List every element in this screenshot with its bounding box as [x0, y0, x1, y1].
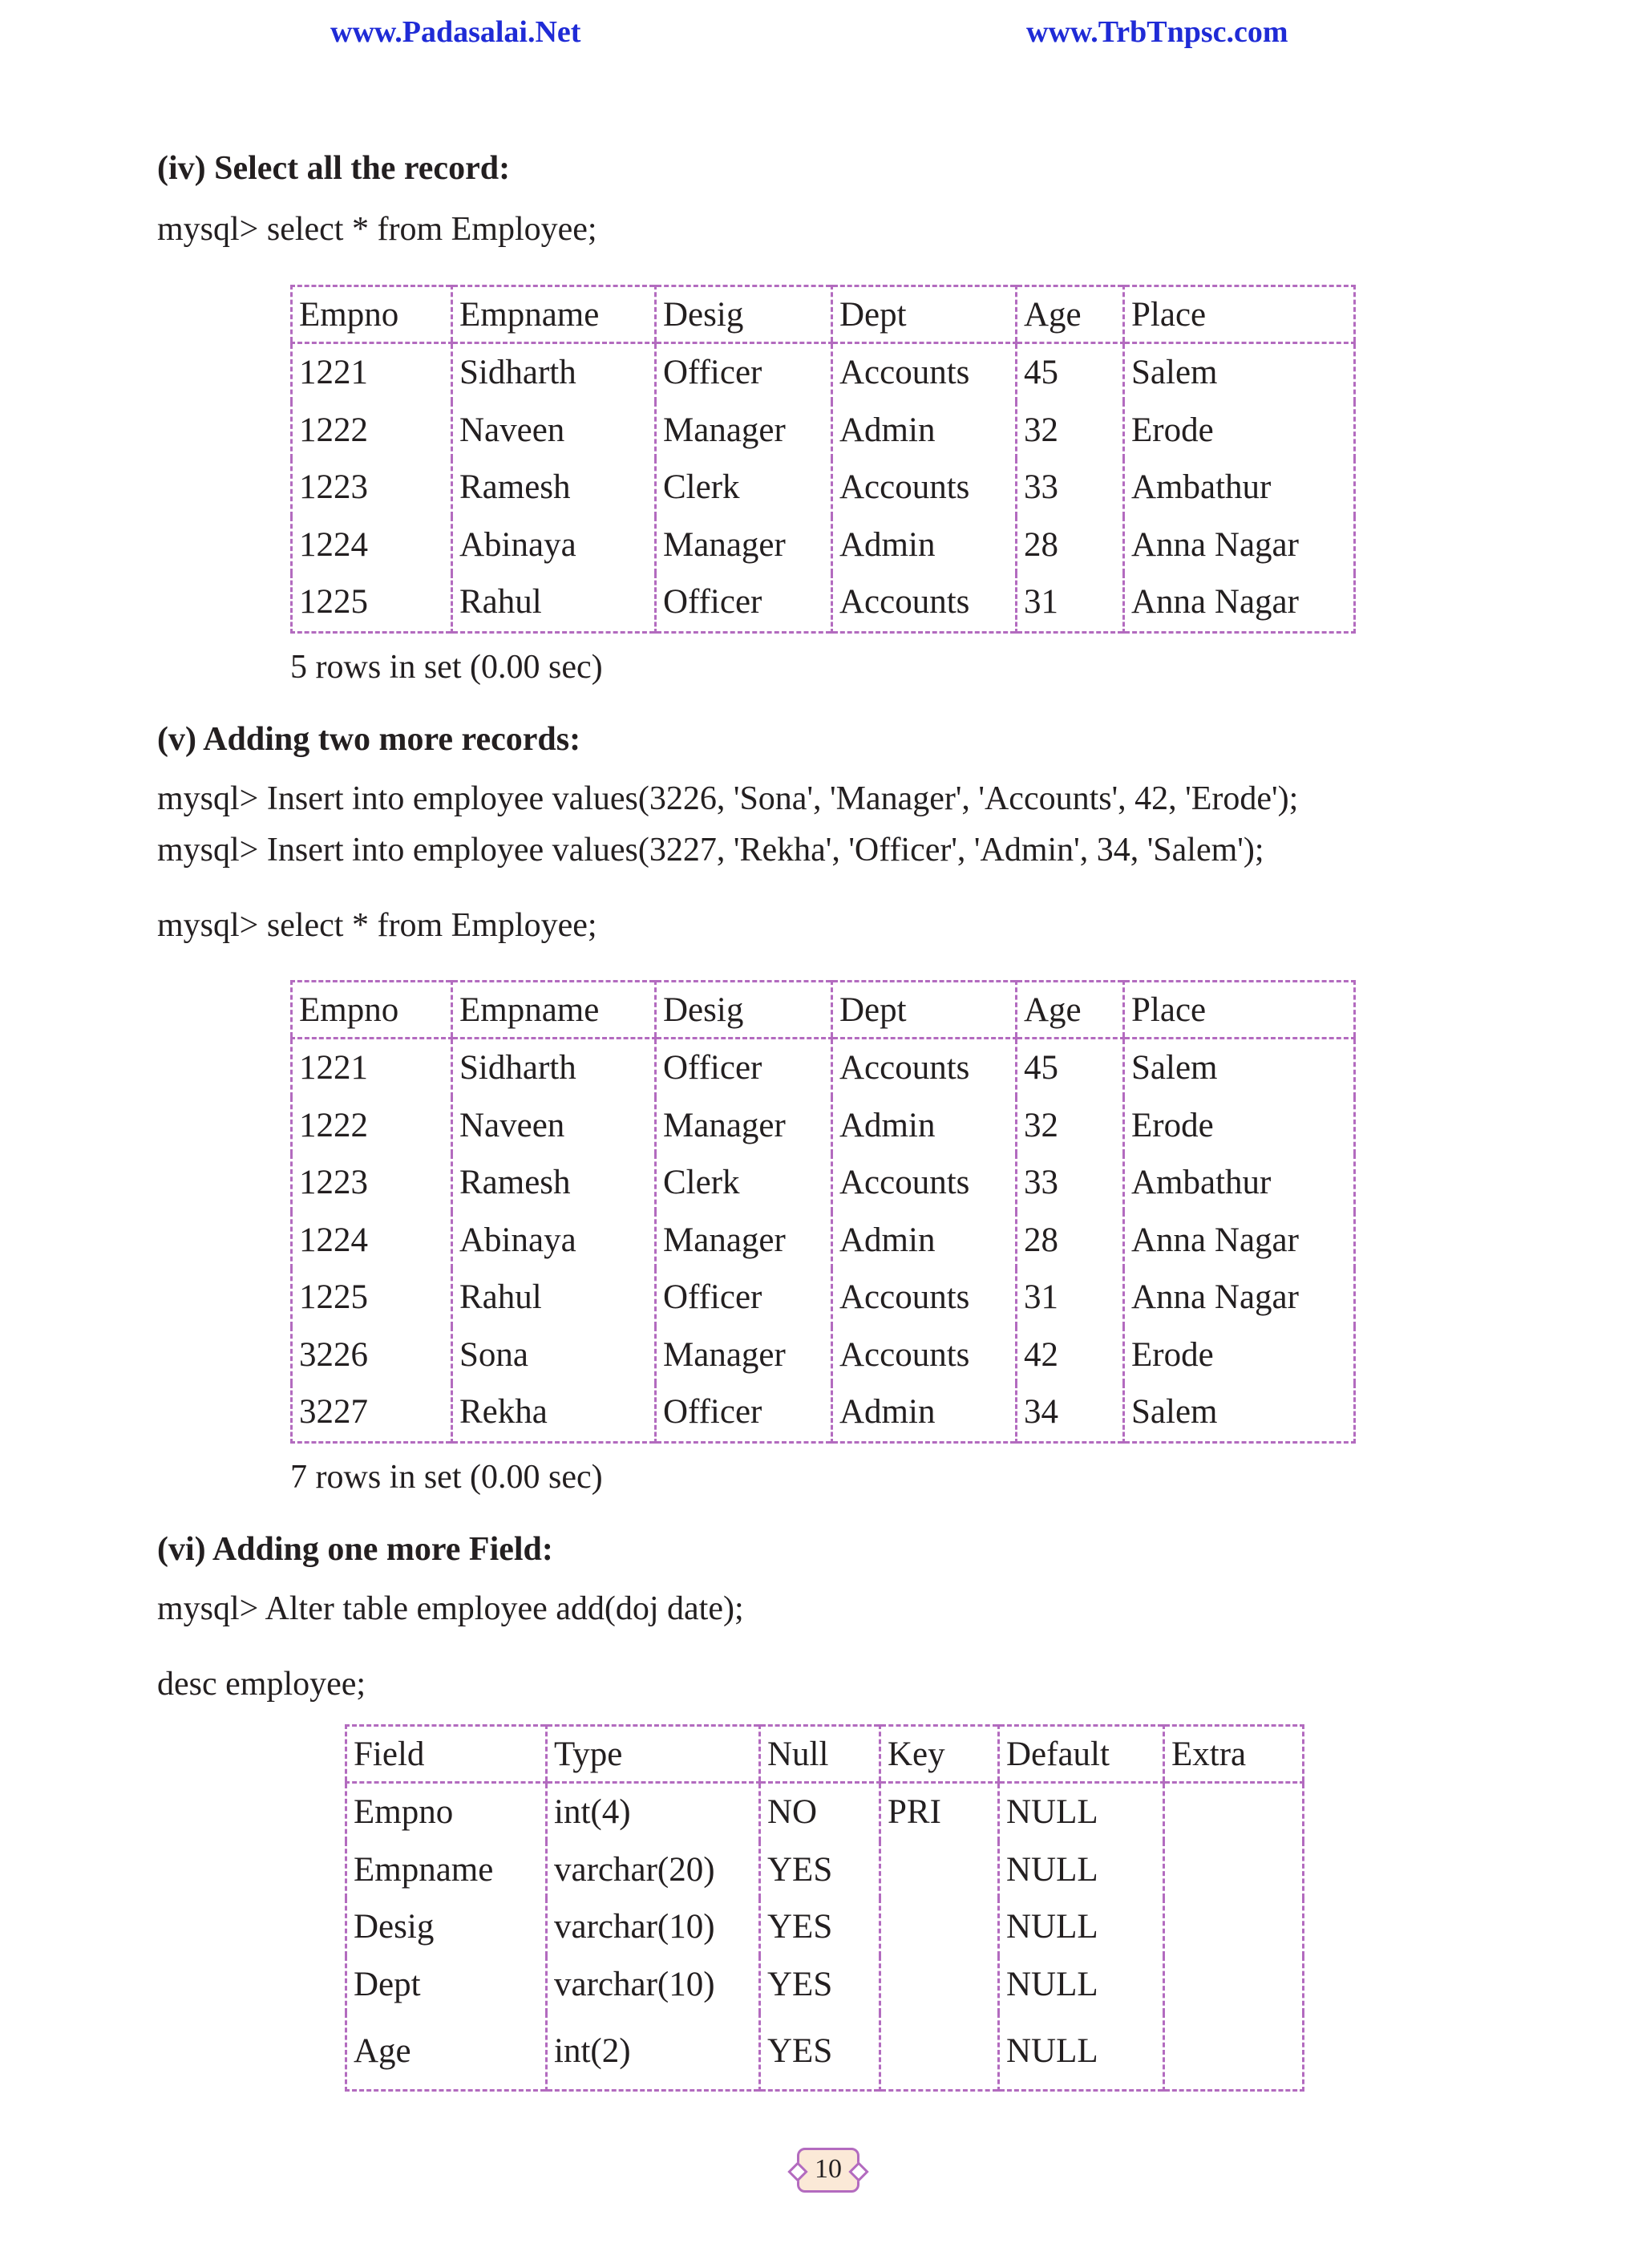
table-cell: varchar(10) — [547, 1898, 760, 1956]
table-header-row — [292, 982, 1355, 1039]
table-cell: Abinaya — [452, 516, 656, 574]
section-iv-query: mysql> select * from Employee; — [157, 211, 597, 248]
table-cell: Anna Nagar — [1124, 573, 1355, 632]
page-number-badge — [797, 2148, 859, 2193]
column-header: Extra — [1164, 1726, 1304, 1783]
section-iv-heading: (iv) Select all the record: — [157, 150, 511, 187]
table-cell: 28 — [1017, 516, 1124, 574]
table-cell: 32 — [1017, 402, 1124, 460]
table-row — [292, 459, 1355, 516]
section-iv-result-note: 5 rows in set (0.00 sec) — [290, 649, 603, 686]
table-cell: YES — [760, 2013, 880, 2091]
table-cell: Age — [354, 2032, 411, 2070]
table-cell: 1222 — [299, 1106, 368, 1144]
table-cell — [880, 2013, 999, 2091]
table-cell: Sona — [452, 1326, 656, 1384]
column-header: Dept — [832, 982, 1017, 1039]
table-cell: Rahul — [452, 1269, 656, 1326]
column-header: Desig — [656, 982, 832, 1039]
table-cell: Accounts — [832, 1039, 1017, 1097]
table-cell: Admin — [832, 516, 1017, 574]
table-cell: Rekha — [452, 1383, 656, 1442]
column-header: Field — [346, 1726, 547, 1783]
table-cell: 34 — [1017, 1383, 1124, 1442]
column-header: Place — [1124, 286, 1355, 343]
table-cell: Accounts — [832, 459, 1017, 516]
column-header: Empname — [452, 982, 656, 1039]
table-cell — [880, 1898, 999, 1956]
section-vi-alter: mysql> Alter table employee add(doj date); — [157, 1590, 744, 1627]
column-header: Key — [880, 1726, 999, 1783]
table-cell: Salem — [1124, 343, 1355, 402]
table-cell: int(4) — [547, 1783, 760, 1841]
section-v-query: mysql> select * from Employee; — [157, 907, 597, 944]
table-cell: NULL — [999, 1898, 1164, 1956]
table-cell: 1221 — [299, 1049, 368, 1087]
table-row — [346, 1956, 1304, 2014]
section-v-insert-2: mysql> Insert into employee values(3227, 'Rekha', 'Officer', 'Admin', 34, 'Salem'); — [157, 832, 1264, 869]
table-cell — [1164, 1956, 1304, 2014]
table-cell: 1225 — [299, 1278, 368, 1317]
desc-employee-table — [345, 1724, 1304, 2092]
table-cell: NO — [760, 1783, 880, 1841]
table-cell: 1221 — [299, 354, 368, 392]
employee-table-2 — [290, 980, 1356, 1444]
table-cell — [1164, 2013, 1304, 2091]
table-cell: Accounts — [832, 1154, 1017, 1212]
table-cell: Clerk — [656, 459, 832, 516]
table-row — [346, 1783, 1304, 1841]
table-cell: Empno — [354, 1793, 454, 1832]
table-cell: NULL — [999, 1783, 1164, 1841]
table-cell: 1225 — [299, 583, 368, 622]
table-row — [292, 343, 1355, 402]
table-cell: Anna Nagar — [1124, 1269, 1355, 1326]
table-cell: 1224 — [299, 1221, 368, 1259]
table-cell: NULL — [999, 1841, 1164, 1899]
table-cell: Salem — [1124, 1383, 1355, 1442]
table-cell: Accounts — [832, 1326, 1017, 1384]
table-cell: 45 — [1017, 1039, 1124, 1097]
table-cell: Officer — [656, 1269, 832, 1326]
column-header: Default — [999, 1726, 1164, 1783]
table-cell: Naveen — [452, 402, 656, 460]
table-row — [292, 573, 1355, 632]
header-site-left[interactable]: www.Padasalai.Net — [330, 15, 581, 49]
table-cell: 45 — [1017, 343, 1124, 402]
table-cell: Admin — [832, 1383, 1017, 1442]
table-cell: 1222 — [299, 411, 368, 449]
table-cell: NULL — [999, 2013, 1164, 2091]
column-header: Age — [1017, 982, 1124, 1039]
table-cell: Manager — [656, 516, 832, 574]
table-cell: varchar(10) — [547, 1956, 760, 2014]
section-v-result-note: 7 rows in set (0.00 sec) — [290, 1459, 603, 1496]
table-cell: 1224 — [299, 525, 368, 564]
table-row — [292, 516, 1355, 574]
table-cell: YES — [760, 1841, 880, 1899]
table-cell — [880, 1841, 999, 1899]
table-cell: Anna Nagar — [1124, 1212, 1355, 1270]
table-cell: Admin — [832, 1212, 1017, 1270]
table-cell: Dept — [354, 1965, 421, 2003]
table-cell: PRI — [880, 1783, 999, 1841]
table-cell: NULL — [999, 1956, 1164, 2014]
table-cell: Officer — [656, 1383, 832, 1442]
table-cell: Accounts — [832, 343, 1017, 402]
table-cell: Rahul — [452, 573, 656, 632]
table-row — [292, 402, 1355, 460]
table-cell: Erode — [1124, 402, 1355, 460]
table-cell: 28 — [1017, 1212, 1124, 1270]
table-cell: 1223 — [299, 468, 368, 507]
employee-table-1 — [290, 285, 1356, 634]
table-cell: 3226 — [299, 1335, 368, 1374]
table-cell: 3227 — [299, 1393, 368, 1432]
table-cell: Officer — [656, 343, 832, 402]
column-header: Null — [760, 1726, 880, 1783]
table-cell: 33 — [1017, 1154, 1124, 1212]
page-number: 10 — [815, 2154, 842, 2184]
table-header-row — [346, 1726, 1304, 1783]
table-row — [292, 1154, 1355, 1212]
section-v-heading: (v) Adding two more records: — [157, 721, 581, 758]
table-row — [292, 1039, 1355, 1097]
table-header-row — [292, 286, 1355, 343]
table-cell: 31 — [1017, 1269, 1124, 1326]
table-cell: Sidharth — [452, 343, 656, 402]
column-header: Dept — [832, 286, 1017, 343]
column-header: Empno — [292, 982, 452, 1039]
column-header: Type — [547, 1726, 760, 1783]
table-cell: Admin — [832, 1097, 1017, 1155]
table-cell: Ramesh — [452, 1154, 656, 1212]
column-header: Place — [1124, 982, 1355, 1039]
table-cell: Manager — [656, 402, 832, 460]
table-cell: Abinaya — [452, 1212, 656, 1270]
table-cell: Accounts — [832, 573, 1017, 632]
table-cell: Salem — [1124, 1039, 1355, 1097]
table-row — [292, 1097, 1355, 1155]
section-vi-heading: (vi) Adding one more Field: — [157, 1531, 553, 1568]
table-cell: Clerk — [656, 1154, 832, 1212]
table-cell: 31 — [1017, 573, 1124, 632]
table-cell: 42 — [1017, 1326, 1124, 1384]
table-row — [346, 2013, 1304, 2091]
table-cell: Anna Nagar — [1124, 516, 1355, 574]
table-row — [292, 1212, 1355, 1270]
table-cell — [880, 1956, 999, 2014]
table-cell: Accounts — [832, 1269, 1017, 1326]
section-v-insert-1: mysql> Insert into employee values(3226, 'Sona', 'Manager', 'Accounts', 42, 'Erode'); — [157, 780, 1299, 817]
table-row — [346, 1898, 1304, 1956]
table-cell: Ramesh — [452, 459, 656, 516]
table-cell: Admin — [832, 402, 1017, 460]
table-cell: Officer — [656, 573, 832, 632]
table-cell: YES — [760, 1898, 880, 1956]
table-cell — [1164, 1898, 1304, 1956]
table-row — [346, 1841, 1304, 1899]
column-header: Age — [1017, 286, 1124, 343]
table-row — [292, 1383, 1355, 1442]
table-cell: Manager — [656, 1212, 832, 1270]
table-row — [292, 1269, 1355, 1326]
table-cell: 1223 — [299, 1164, 368, 1202]
table-cell: Erode — [1124, 1326, 1355, 1384]
table-cell: int(2) — [547, 2013, 760, 2091]
table-cell: Manager — [656, 1097, 832, 1155]
section-vi-desc: desc employee; — [157, 1666, 366, 1703]
table-cell: Ambathur — [1124, 1154, 1355, 1212]
table-cell: Empname — [354, 1850, 494, 1889]
table-cell: YES — [760, 1956, 880, 2014]
column-header: Desig — [656, 286, 832, 343]
header-site-right[interactable]: www.TrbTnpsc.com — [1026, 15, 1288, 49]
table-cell: Sidharth — [452, 1039, 656, 1097]
column-header: Empno — [292, 286, 452, 343]
table-cell: Naveen — [452, 1097, 656, 1155]
table-cell — [1164, 1841, 1304, 1899]
table-cell: Ambathur — [1124, 459, 1355, 516]
column-header: Empname — [452, 286, 656, 343]
table-cell: Manager — [656, 1326, 832, 1384]
table-cell — [1164, 1783, 1304, 1841]
table-cell: varchar(20) — [547, 1841, 760, 1899]
table-cell: Officer — [656, 1039, 832, 1097]
table-cell: 33 — [1017, 459, 1124, 516]
table-cell: 32 — [1017, 1097, 1124, 1155]
table-row — [292, 1326, 1355, 1384]
table-cell: Desig — [354, 1908, 435, 1946]
table-cell: Erode — [1124, 1097, 1355, 1155]
